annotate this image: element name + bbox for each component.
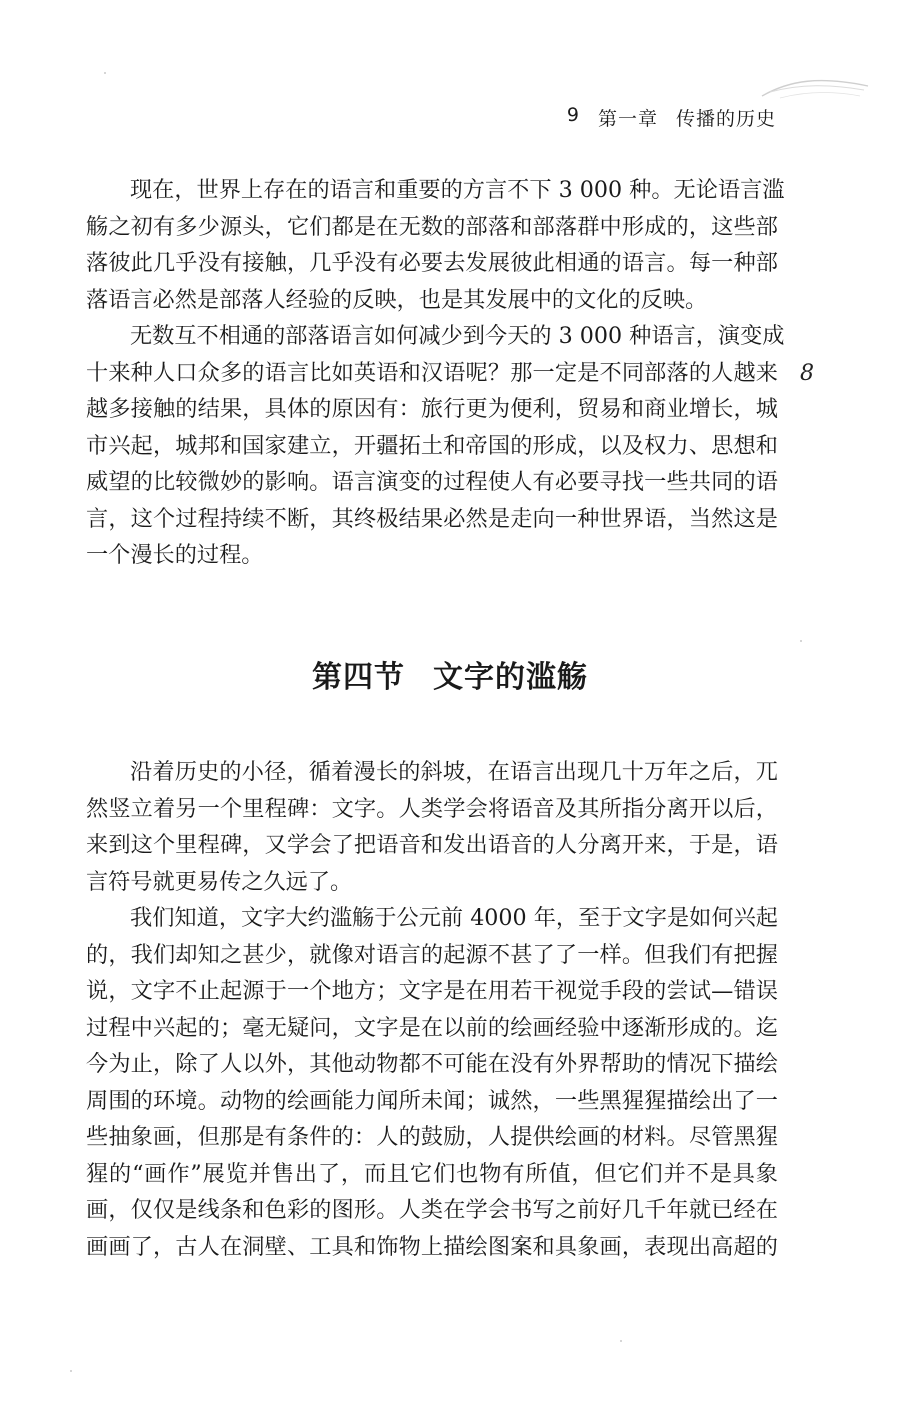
text-line: 威望的比较微妙的影响。语言演变的过程使人有必要寻找一些共同的语 xyxy=(86,469,778,495)
text-line: 周围的环境。动物的绘画能力闻所未闻；诚然，一些黑猩猩描绘出了一 xyxy=(86,1087,778,1114)
text-line: 画，仅仅是线条和色彩的图形。人类在学会书写之前好几千年就已经在 xyxy=(86,1197,778,1223)
text-line: 无数互不相通的部落语言如何减少到今天的 3 000 种语言，演变成 xyxy=(130,323,785,349)
chapter-number: 第一章 xyxy=(597,108,658,130)
text-line: 的，我们却知之甚少，就像对语言的起源不甚了了一样。但我们有把握 xyxy=(86,941,778,968)
header-ornament-icon xyxy=(760,70,870,104)
section-number: 第四节 xyxy=(312,660,405,695)
paper-speck xyxy=(620,1340,622,1342)
text-line: 沿着历史的小径，循着漫长的斜坡，在语言出现几十万年之后，兀 xyxy=(130,759,778,785)
margin-page-reference: 8 xyxy=(800,361,814,386)
paper-speck xyxy=(104,72,106,74)
text-line: 落语言必然是部落人经验的反映，也是其发展中的文化的反映。 xyxy=(86,286,708,313)
page-number: 9 xyxy=(566,104,580,126)
text-line: 市兴起，城邦和国家建立，开疆拓土和帝国的形成，以及权力、思想和 xyxy=(86,432,778,459)
text-line: 今为止，除了人以外，其他动物都不可能在没有外界帮助的情况下描绘 xyxy=(86,1051,778,1077)
paper-speck xyxy=(800,640,802,642)
text-line: 落彼此几乎没有接触，几乎没有必要去发展彼此相通的语言。每一种部 xyxy=(86,250,778,276)
paragraph xyxy=(86,754,778,900)
section-heading xyxy=(0,652,900,696)
paragraph xyxy=(86,318,785,574)
text-line: 现在，世界上存在的语言和重要的方言不下 3 000 种。无论语言滥 xyxy=(130,177,785,203)
text-line: 言，这个过程持续不断，其终极结果必然是走向一种世界语，当然这是 xyxy=(86,505,778,532)
text-line: 些抽象画，但那是有条件的：人的鼓励，人提供绘画的材料。尽管黑猩 xyxy=(86,1124,778,1150)
chapter-title: 传播的历史 xyxy=(675,108,776,130)
text-line: 言符号就更易传之久远了。 xyxy=(86,868,353,895)
body-text-bottom xyxy=(86,754,778,1265)
section-title: 文字的滥觞 xyxy=(433,660,588,695)
paragraph xyxy=(86,172,785,318)
body-text-top xyxy=(86,172,785,574)
text-line: 过程中兴起的；毫无疑问，文字是在以前的绘画经验中逐渐形成的。迄 xyxy=(86,1014,778,1041)
text-line: 觞之初有多少源头，它们都是在无数的部落和部落群中形成的，这些部 xyxy=(86,213,778,240)
text-line: 一个漫长的过程。 xyxy=(86,542,264,568)
text-line: 十来种人口众多的语言比如英语和汉语呢？那一定是不同部落的人越来 xyxy=(86,359,778,386)
text-line: 说，文字不止起源于一个地方；文字是在用若干视觉手段的尝试—错误 xyxy=(86,978,778,1004)
text-line: 来到这个里程碑，又学会了把语音和发出语音的人分离开来，于是，语 xyxy=(86,832,778,858)
running-head xyxy=(567,104,776,131)
text-line: 然竖立着另一个里程碑：文字。人类学会将语音及其所指分离开以后， xyxy=(86,795,778,822)
text-line: 猩的“画作”展览并售出了，而且它们也物有所值，但它们并不是具象 xyxy=(86,1160,778,1187)
text-line: 我们知道，文字大约滥觞于公元前 4000 年，至于文字是如何兴起 xyxy=(130,905,778,931)
paper-speck xyxy=(70,1370,72,1372)
paragraph xyxy=(86,900,778,1265)
text-line: 越多接触的结果，具体的原因有：旅行更为便利，贸易和商业增长，城 xyxy=(86,396,778,422)
text-line: 画画了，古人在洞壁、工具和饰物上描绘图案和具象画，表现出高超的 xyxy=(86,1233,778,1260)
